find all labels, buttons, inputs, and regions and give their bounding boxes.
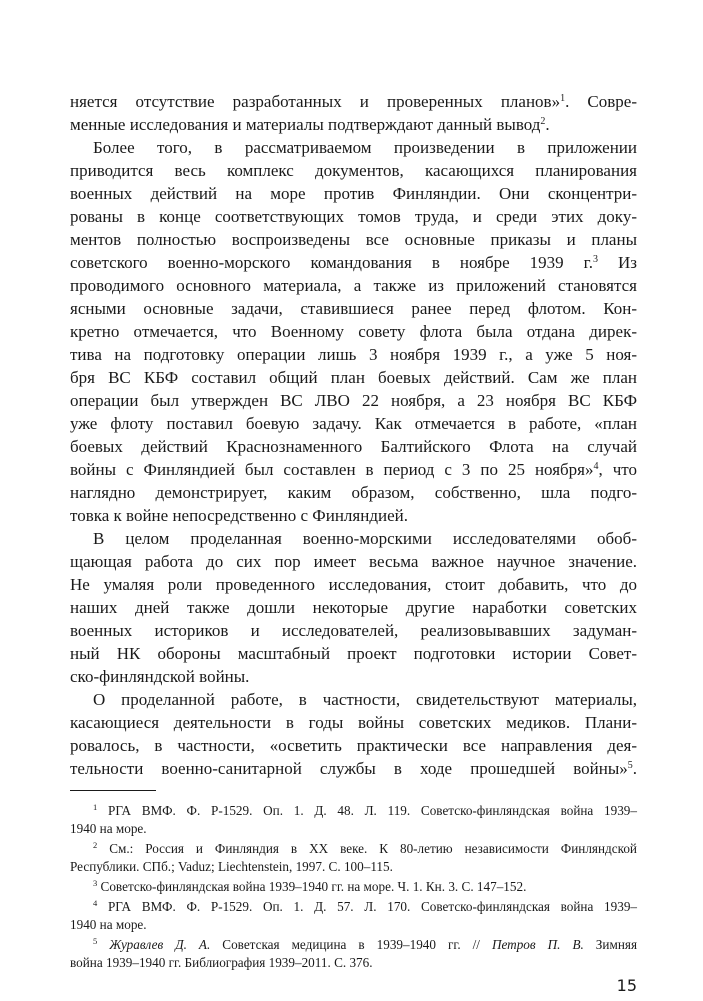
body-line: В целом проделанная военно-морскими исследователями обоб-	[93, 529, 637, 548]
body-line: военных действий на море против Финляндии. Они сконцентри-	[70, 184, 637, 203]
body-line: наглядно демонстрирует, каким образом, собственно, шла подго-	[70, 483, 637, 502]
footnote-number: 5	[93, 936, 98, 946]
footnote-ref[interactable]: 1	[560, 93, 566, 104]
footnote-separator	[70, 790, 156, 791]
body-line: касающиеся деятельности в годы войны советских медиков. Плани-	[70, 713, 637, 732]
footnote-ref[interactable]: 4	[593, 461, 599, 472]
page-number: 15	[616, 976, 637, 995]
body-line: приводится весь комплекс документов, касающихся планирования	[70, 161, 637, 180]
body-line: уже флоту поставил боевую задачу. Как отмечается в работе, «план	[70, 414, 637, 433]
body-line: тива на подготовку операции лишь 3 ноября 1939 г., а уже 5 ноя-	[70, 345, 637, 364]
footnote-ref[interactable]: 2	[540, 116, 546, 127]
body-line: товка к войне непосредственно с Финляндией.	[70, 506, 408, 525]
footnote-number: 4	[93, 898, 98, 908]
footnote-line: 1940 на море.	[70, 821, 147, 836]
body-line: советского военно-морского командования в ноябре 1939 г.$^3$ Из	[70, 253, 637, 272]
footnote-1: $^1$ РГА ВМФ. Ф. Р-1529. Оп. 1. Д. 48. Л. 119. Советско-финляндская война 1939–	[93, 802, 637, 818]
footnote-author: Журавлев Д. А.	[109, 937, 211, 952]
body-line: войны с Финляндией был составлен в период с 3 по 25 ноября»$^4$, что	[70, 460, 637, 479]
body-line: кретно отмечается, что Военному совету флота была отдана дирек-	[70, 322, 637, 341]
footnote-number: 3	[93, 878, 98, 888]
body-line: тельности военно-санитарной службы в ходе прошедшей войны»$^5$.	[70, 759, 637, 778]
footnote-ref[interactable]: 3	[592, 254, 598, 265]
footnote-2: $^2$ См.: Россия и Финляндия в XX веке. К 80-летию независимости Финляндской	[93, 840, 637, 856]
footnote-4: $^4$ РГА ВМФ. Ф. Р-1529. Оп. 1. Д. 57. Л. 170. Советско-финляндская война 1939–	[93, 898, 638, 914]
body-line: ясными основные задачи, ставившиеся ранее перед флотом. Кон-	[70, 299, 637, 318]
footnote-5: $^5$ Журавлев Д. А. Советская медицина в 1939–1940 гг. // Петров П. В. Зимняя	[93, 936, 638, 952]
footnote-line: 1940 на море.	[70, 917, 147, 932]
body-line: щающая работа до сих пор имеет весьма важное научное значение.	[70, 552, 637, 571]
body-line: ско-финляндской войны.	[70, 667, 250, 686]
body-line: проводимого основного материала, а также из приложений становятся	[70, 276, 637, 295]
body-line: боевых действий Краснознаменного Балтийского Флота на случай	[70, 437, 637, 456]
footnote-number: 1	[93, 802, 98, 812]
body-line: наших дней также дошли некоторые другие наработки советских	[70, 598, 637, 617]
body-line: ментов полностью воспроизведены все основные приказы и планы	[70, 230, 637, 249]
body-line: Не умаляя роли проведенного исследования, стоит добавить, что до	[70, 575, 637, 594]
body-line: военных историков и исследователей, реализовывавших задуман-	[70, 621, 637, 640]
body-line: Более того, в рассматриваемом произведении в приложении	[93, 138, 637, 157]
footnote-number: 2	[93, 840, 98, 850]
footnote-line: Республики. СПб.; Vaduz; Liechtenstein, 1997. С. 100–115.	[70, 859, 393, 874]
body-line: няется отсутствие разработанных и проверенных планов»$^1$. Совре-	[70, 92, 637, 111]
body-line: О проделанной работе, в частности, свидетельствуют материалы,	[93, 690, 637, 709]
body-line: ный НК обороны масштабный проект подготовки истории Совет-	[70, 644, 637, 663]
footnote-line: война 1939–1940 гг. Библиография 1939–2011. С. 376.	[70, 955, 373, 970]
footnote-3: $^3$ Советско-финляндская война 1939–1940 гг. на море. Ч. 1. Кн. 3. С. 147–152.	[93, 878, 527, 894]
body-line: менные исследования и материалы подтверждают данный вывод$^2$.	[70, 115, 550, 134]
body-line: рованы в конце соответствующих томов труда, и среди этих доку-	[70, 207, 637, 226]
footnote-author: Петров П. В.	[491, 937, 584, 952]
body-line: бря ВС КБФ составил общий план боевых действий. Сам же план	[70, 368, 637, 387]
footnote-ref[interactable]: 5	[627, 760, 633, 771]
body-line: ровалось, в частности, «осветить практически все направления дея-	[70, 736, 637, 755]
body-line: операции был утвержден ВС ЛВО 22 ноября, а 23 ноября ВС КБФ	[70, 391, 637, 410]
